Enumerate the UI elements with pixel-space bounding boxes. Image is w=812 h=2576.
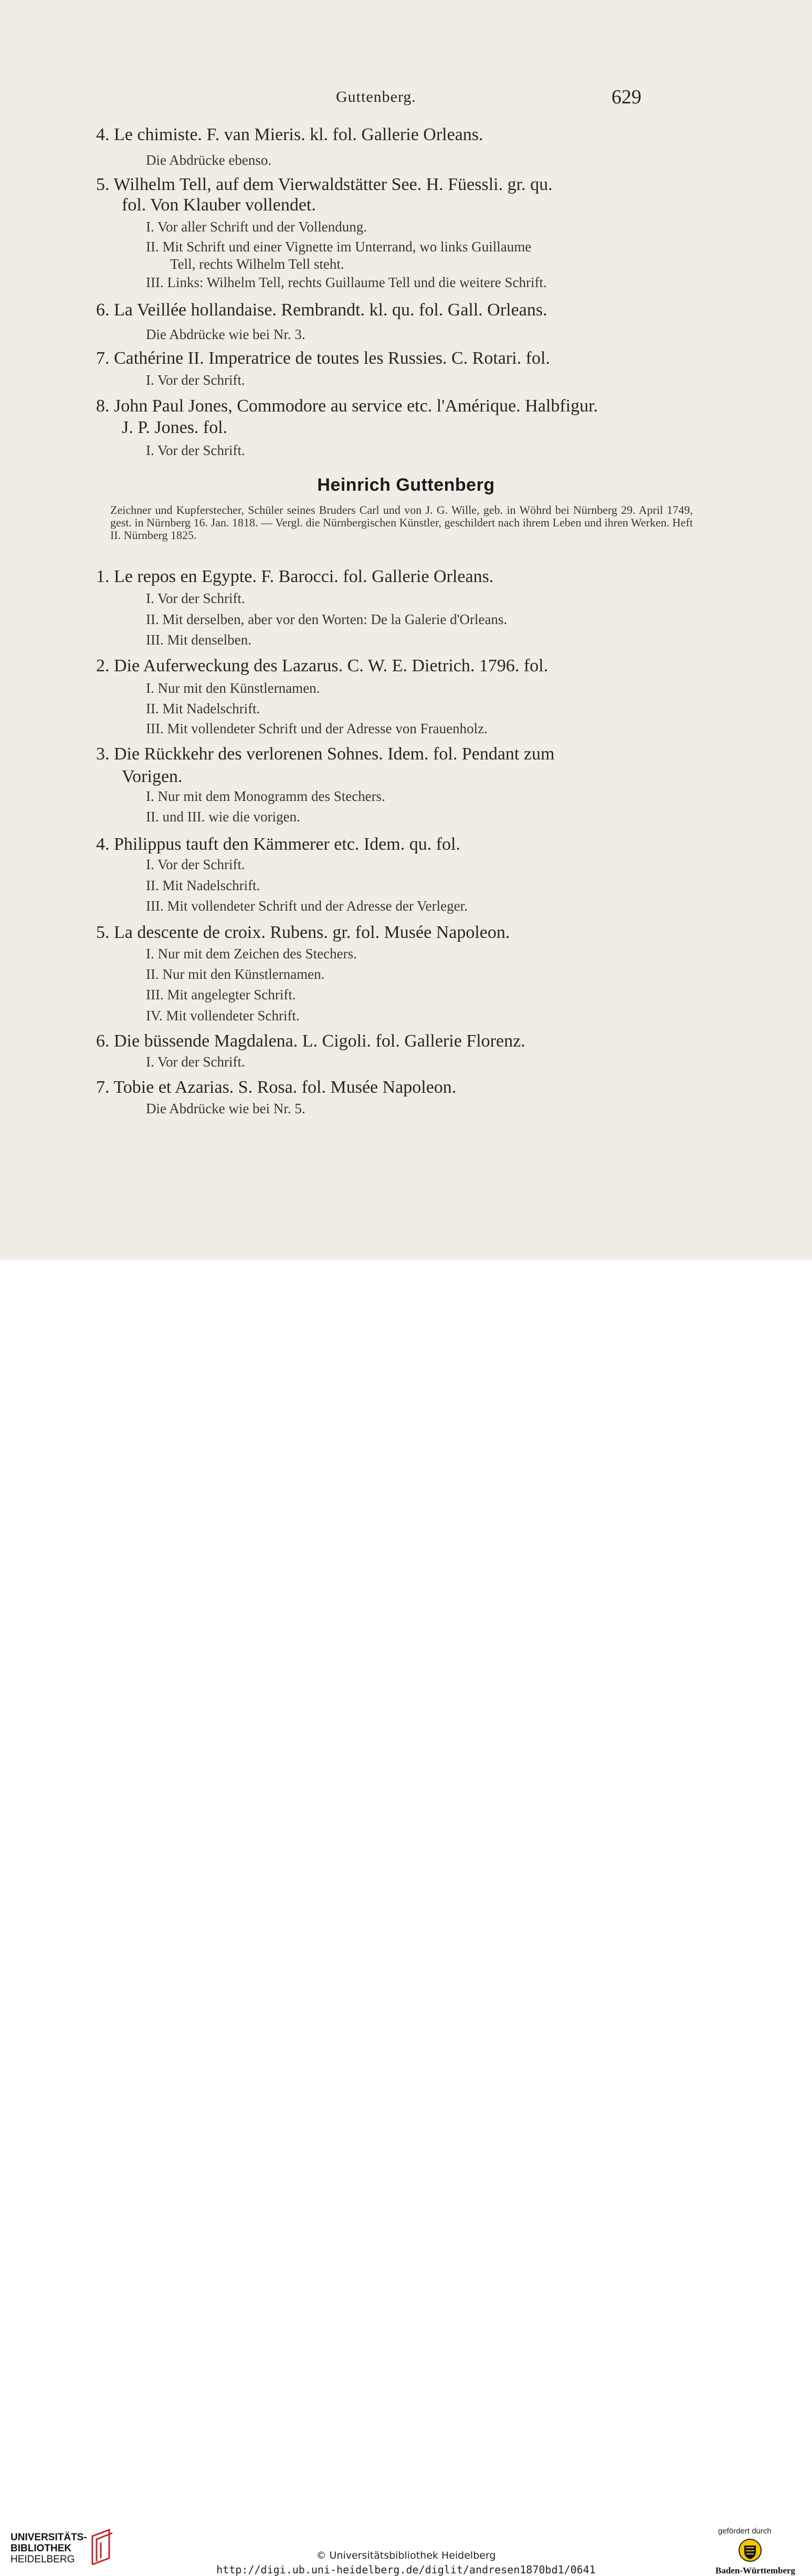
state-note: III. Mit angelegter Schrift.: [146, 987, 296, 1002]
catalog-entry: 6. Die büssende Magdalena. L. Cigoli. fol. Gallerie Florenz.: [96, 1031, 525, 1051]
catalog-entry: 6. La Veillée hollandaise. Rembrandt. kl. qu. fol. Gall. Orleans.: [96, 300, 547, 320]
catalog-entry: 7. Cathérine II. Imperatrice de toutes les Russies. C. Rotari. fol.: [96, 349, 550, 368]
state-note: II. Mit Schrift und einer Vignette im Unterrand, wo links Guillaume: [146, 239, 532, 255]
state-note: III. Mit denselben.: [146, 632, 251, 648]
running-header: Guttenberg.: [336, 88, 416, 105]
permalink-url[interactable]: http://digi.ub.uni-heidelberg.de/diglit/andresen1870bd1/0641: [216, 2563, 596, 2576]
catalog-entry: 4. Philippus tauft den Kämmerer etc. Idem. qu. fol.: [96, 835, 460, 854]
state-note: Die Abdrücke wie bei Nr. 3.: [146, 326, 305, 342]
state-note: I. Nur mit dem Zeichen des Stechers.: [146, 946, 357, 962]
state-note: Tell, rechts Wilhelm Tell steht.: [170, 256, 344, 272]
state-note: I. Nur mit dem Monogramm des Stechers.: [146, 788, 385, 804]
state-note: III. Links: Wilhelm Tell, rechts Guillaume Tell und die weitere Schrift.: [146, 275, 547, 290]
state-note: I. Vor der Schrift.: [146, 1054, 245, 1070]
state-note: I. Vor der Schrift.: [146, 857, 245, 872]
library-line: UNIVERSITÄTS-: [10, 2532, 87, 2543]
state-note: I. Vor aller Schrift und der Vollendung.: [146, 219, 367, 235]
catalog-entry: 4. Le chimiste. F. van Mieris. kl. fol. Gallerie Orleans.: [96, 125, 483, 144]
state-note: II. Mit Nadelschrift.: [146, 878, 260, 893]
catalog-entry: Vorigen.: [122, 767, 183, 786]
state-note: Die Abdrücke wie bei Nr. 5.: [146, 1101, 305, 1116]
catalog-entry: 1. Le repos en Egypte. F. Barocci. fol. Gallerie Orleans.: [96, 567, 494, 586]
catalog-entry: J. P. Jones. fol.: [122, 418, 228, 437]
state-note: I. Vor der Schrift.: [146, 372, 245, 388]
page-number: 629: [611, 86, 641, 108]
state-note: I. Vor der Schrift.: [146, 442, 245, 458]
catalog-entry: fol. Von Klauber vollendet.: [122, 195, 316, 215]
state-note: IV. Mit vollendeter Schrift.: [146, 1008, 300, 1023]
catalog-entry: 8. John Paul Jones, Commodore au service etc. l'Amérique. Halbfigur.: [96, 396, 598, 416]
catalog-entry: 2. Die Auferweckung des Lazarus. C. W. E. Dietrich. 1796. fol.: [96, 656, 549, 675]
artist-biography: Zeichner und Kupferstecher, Schüler seines Bruders Carl und von J. G. Wille, geb. in Wöhrd bei Nürnberg 29. April 1749, gest. in Nürnberg 16. Jan. 1818. — Vergl. die Nürnbergischen Künstler, geschildert nach ihrem Leben und ihren Werken. Heft II. Nürnberg 1825.: [110, 503, 693, 542]
footer: [0, 1260, 812, 2576]
state-note: I. Nur mit den Künstlernamen.: [146, 680, 320, 696]
state-note: III. Mit vollendeter Schrift und der Adresse von Frauenholz.: [146, 721, 488, 736]
state-note: Die Abdrücke ebenso.: [146, 152, 272, 168]
state-note: II. Mit derselben, aber vor den Worten: De la Galerie d'Orleans.: [146, 611, 508, 627]
catalog-entry: 3. Die Rückkehr des verlorenen Sohnes. Idem. fol. Pendant zum: [96, 744, 555, 764]
state-note: II. Nur mit den Künstlernamen.: [146, 966, 325, 982]
sponsor-name: Baden-Württemberg: [715, 2566, 796, 2575]
artist-heading: Heinrich Guttenberg: [317, 475, 495, 495]
state-note: II. Mit Nadelschrift.: [146, 701, 260, 716]
scanned-page: [0, 0, 812, 1260]
state-note: I. Vor der Schrift.: [146, 590, 245, 606]
library-line: HEIDELBERG: [10, 2554, 75, 2565]
state-coat-of-arms-icon: [738, 2538, 762, 2562]
catalog-entry: 5. La descente de croix. Rubens. gr. fol. Musée Napoleon.: [96, 923, 510, 942]
catalog-entry: 5. Wilhelm Tell, auf dem Vierwaldstätter See. H. Füessli. gr. qu.: [96, 175, 553, 194]
sponsor-label: gefördert durch: [718, 2527, 772, 2536]
catalog-entry: 7. Tobie et Azarias. S. Rosa. fol. Musée Napoleon.: [96, 1078, 457, 1097]
copyright-notice: © Universitätsbibliothek Heidelberg: [316, 2550, 496, 2561]
state-note: II. und III. wie die vorigen.: [146, 809, 300, 825]
state-note: III. Mit vollendeter Schrift und der Adresse der Verleger.: [146, 898, 468, 914]
library-line: BIBLIOTHEK: [10, 2543, 72, 2554]
